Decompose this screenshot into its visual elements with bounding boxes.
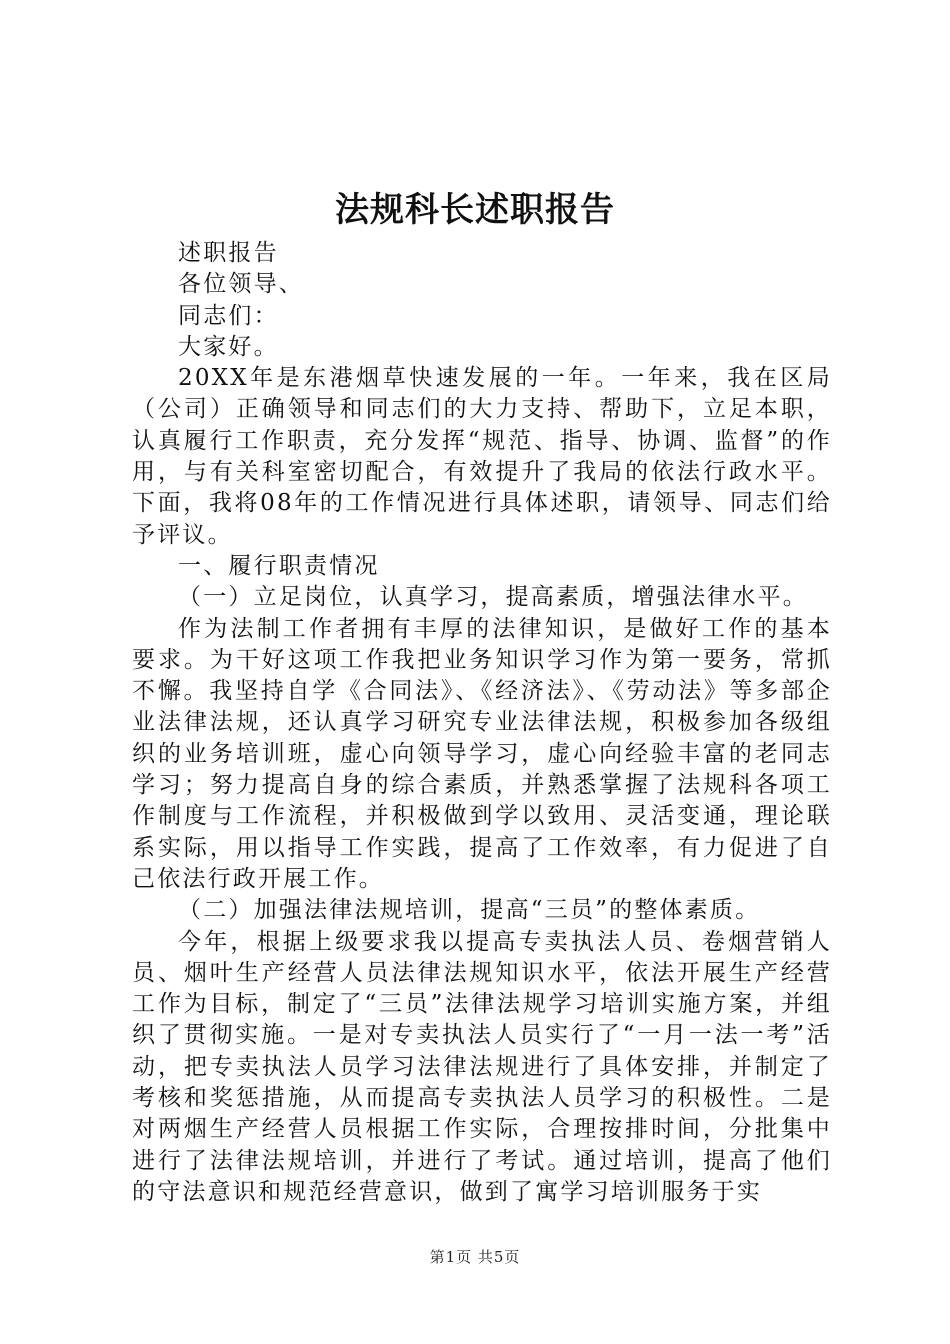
paragraph-salutation-comrades: 同志们： [178,302,279,329]
paragraph-greeting: 大家好。 [178,333,279,360]
paragraph-training: 今年，根据上级要求我以提高专卖执法人员、卷烟营销人员、烟叶生产经营人员法律法规知识水平，依法开展生产经营工作为目标，制定了“三员”法律法规学习培训实施方案，并组织了贯彻实施。一是对专卖执法人员实行了“一月一法一考”活动，把专卖执法人员学习法律法规进行了具体安排，并制定了考核和奖惩措施，从而提高专卖执法人员学习的积极性。二是对两烟生产经营人员根据工作实际，合理按排时间，分批集中进行了法律法规培训，并进行了考试。通过培训，提高了他们的守法意识和规范经营意识，做到了寓学习培训服务于实 [132,928,832,1205]
paragraph-intro: 20XX年是东港烟草快速发展的一年。一年来，我在区局（公司）正确领导和同志们的大力支持、帮助下，立足本职，认真履行工作职责，充分发挥“规范、指导、协调、监督”的作用，与有关科室密切配合，有效提升了我局的依法行政水平。下面，我将08年的工作情况进行具体述职，请领导、同志们给予评议。 [132,365,832,548]
page-number-footer: 第1页 共5页 [429,1248,521,1266]
document-title: 法规科长述职报告 [335,190,615,230]
paragraph-study: 作为法制工作者拥有丰厚的法律知识，是做好工作的基本要求。为干好这项工作我把业务知识学习作为第一要务，常抓不懈。我坚持自学《合同法》、《经济法》、《劳动法》等多部企业法律法规，还认真学习研究专业法律法规，积极参加各级组织的业务培训班，虚心向领导学习，虚心向经验丰富的老同志学习；努力提高自身的综合素质，并熟悉掌握了法规科各项工作制度与工作流程，并积极做到学以致用、灵活变通，理论联系实际，用以指导工作实践，提高了工作效率，有力促进了自己依法行政开展工作。 [132,615,832,892]
paragraph-salutation-leaders: 各位领导、 [178,271,304,298]
section-heading-duties: 一、履行职责情况 [178,552,380,579]
subsection-heading-study: （一）立足岗位，认真学习，提高素质，增强法律水平。 [178,584,808,611]
paragraph-heading-label: 述职报告 [178,240,279,266]
document-body [132,238,832,1208]
subsection-heading-training: （二）加强法律法规培训，提高“三员”的整体素质。 [178,897,761,924]
